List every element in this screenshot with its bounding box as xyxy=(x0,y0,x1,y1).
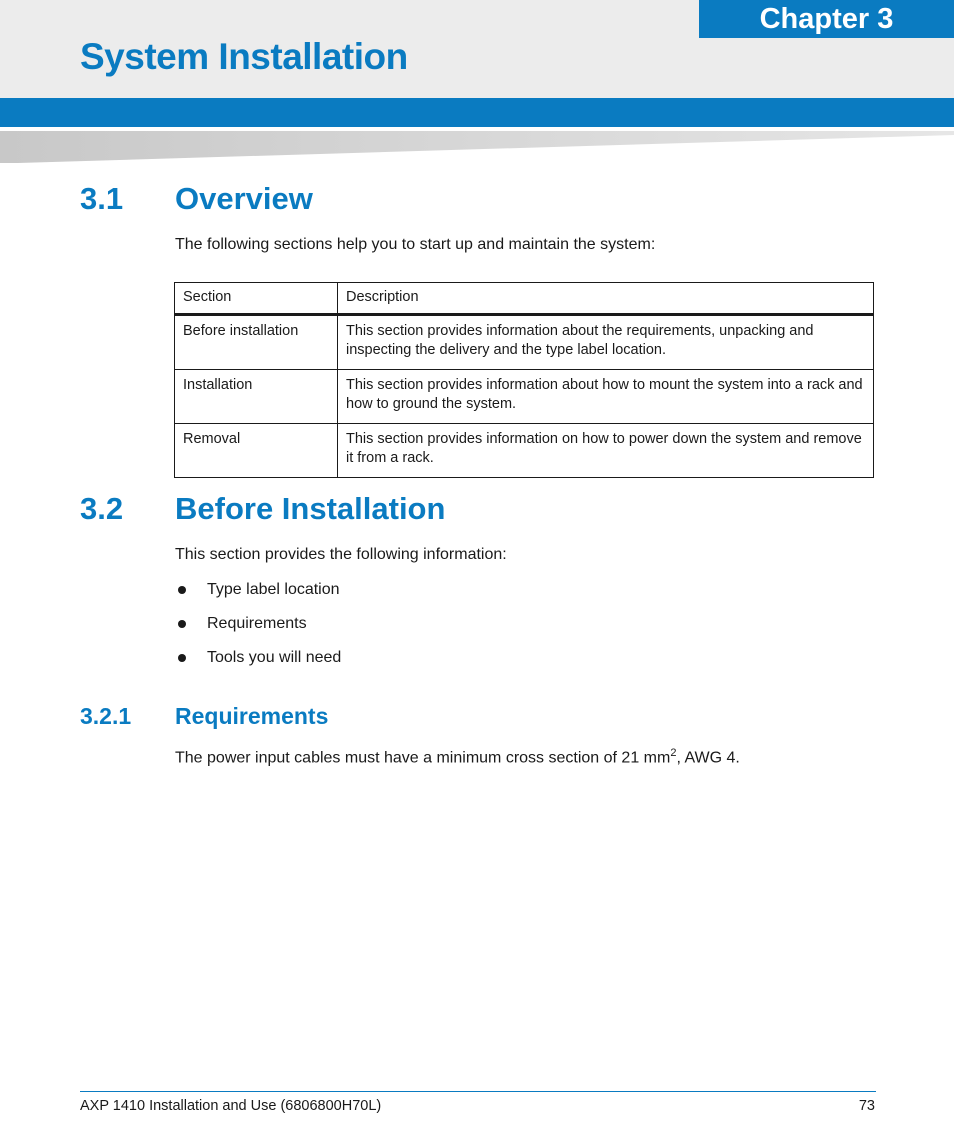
footer-page-number: 73 xyxy=(858,1098,875,1114)
footer-divider xyxy=(80,1091,876,1092)
chapter-tab: Chapter 3 xyxy=(699,0,954,38)
overview-intro: The following sections help you to start up and maintain the system: xyxy=(175,236,656,253)
requirements-text-main: The power input cables must have a minimum cross section of 21 mm xyxy=(175,749,671,767)
section-title: Overview xyxy=(175,181,313,216)
table-cell-section: Removal xyxy=(175,424,338,478)
before-installation-intro: This section provides the following information: xyxy=(175,546,507,563)
table-cell-description: This section provides information about the requirements, unpacking and inspecting the delivery and the type label location. xyxy=(338,315,874,370)
list-item-label: Requirements xyxy=(207,615,307,632)
bullet-icon xyxy=(178,586,186,594)
page-title: System Installation xyxy=(80,36,408,77)
requirements-text xyxy=(175,747,740,767)
list-item-label: Type label location xyxy=(207,581,340,598)
subsection-number: 3.2.1 xyxy=(80,703,132,729)
requirements-superscript: 2 xyxy=(670,747,677,759)
overview-table xyxy=(174,282,874,478)
table-row xyxy=(175,424,874,478)
table-header-row xyxy=(175,283,874,315)
header-blue-band xyxy=(0,98,954,127)
section-number: 3.1 xyxy=(80,181,124,216)
requirements-text-end: , AWG 4. xyxy=(676,749,740,767)
footer-document-title: AXP 1410 Installation and Use (6806800H70L) xyxy=(80,1098,382,1114)
section-title: Before Installation xyxy=(175,491,446,526)
section-number: 3.2 xyxy=(80,491,124,526)
table-row xyxy=(175,315,874,370)
list-item xyxy=(175,644,341,678)
bullet-icon xyxy=(178,654,186,662)
list-item xyxy=(175,610,341,644)
subsection-title: Requirements xyxy=(175,703,329,729)
info-bullet-list xyxy=(175,576,341,678)
table-cell-description: This section provides information on how to power down the system and remove it from a rack. xyxy=(338,424,874,478)
list-item xyxy=(175,576,341,610)
table-cell-section: Installation xyxy=(175,370,338,424)
section-heading-overview xyxy=(80,181,313,217)
table-cell-section: Before installation xyxy=(175,315,338,370)
subsection-heading-requirements xyxy=(80,703,328,730)
table-row xyxy=(175,370,874,424)
header-gray-wedge xyxy=(0,131,954,163)
column-header-section: Section xyxy=(175,283,338,315)
list-item-label: Tools you will need xyxy=(207,649,342,666)
table-cell-description: This section provides information about how to mount the system into a rack and how to ground the system. xyxy=(338,370,874,424)
bullet-icon xyxy=(178,620,186,628)
section-heading-before-installation xyxy=(80,491,445,527)
column-header-description: Description xyxy=(338,283,874,315)
